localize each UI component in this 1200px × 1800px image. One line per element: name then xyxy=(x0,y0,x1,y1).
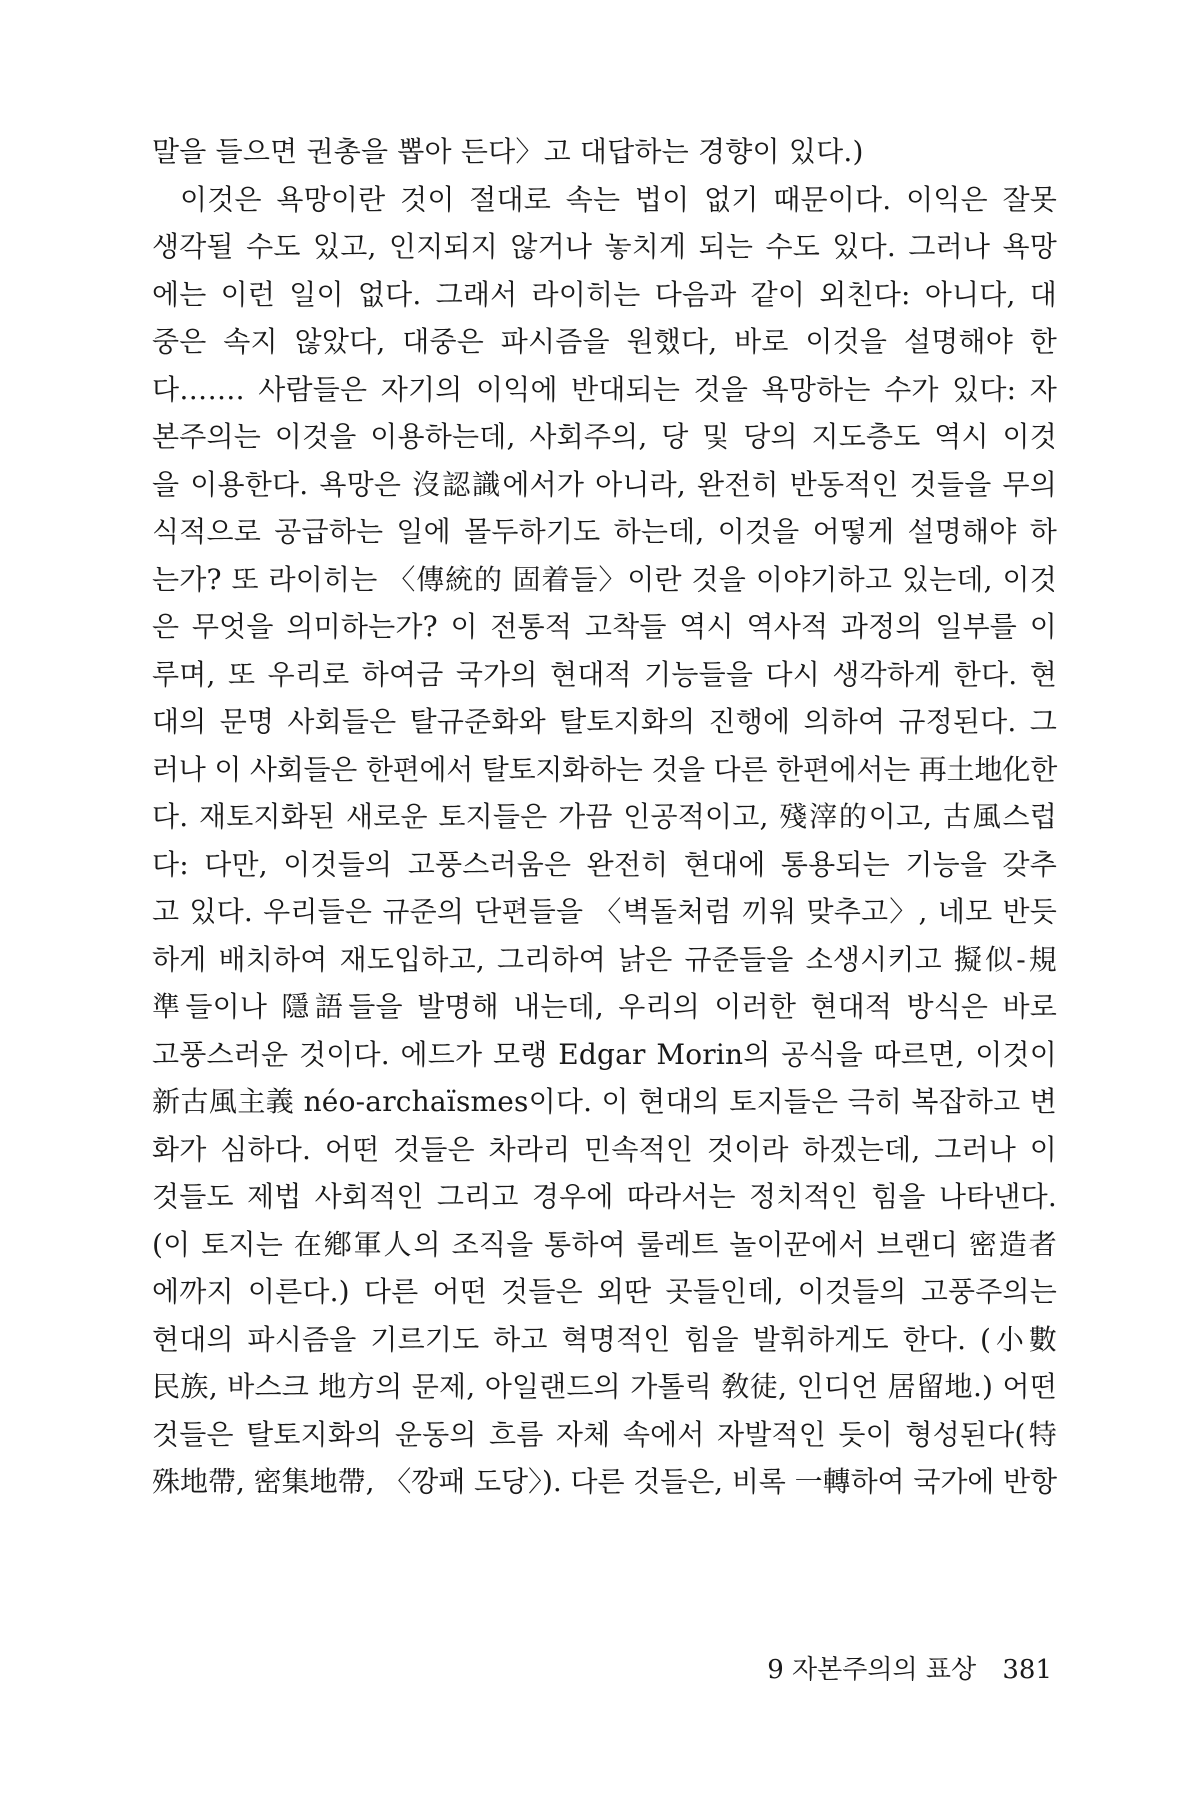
text-line: 대의 문명 사회들은 탈규준화와 탈토지화의 진행에 의하여 규정된다. 그 xyxy=(152,705,1057,738)
text-line: 하게 배치하여 재도입하고, 그리하여 낡은 규준들을 소생시키고 擬似-規 xyxy=(152,942,1057,976)
text-line: 루며, 또 우리로 하여금 국가의 현대적 기능들을 다시 생각하게 한다. 현 xyxy=(152,657,1057,691)
text-line: (이 토지는 在鄕軍人의 조직을 통하여 룰레트 놀이꾼에서 브랜디 密造者 xyxy=(152,1227,1057,1261)
text-line: 에는 이런 일이 없다. 그래서 라이히는 다음과 같이 외친다: 아니다, 대 xyxy=(152,277,1057,311)
page-footer xyxy=(767,1652,1052,1688)
body-text xyxy=(152,128,1057,1506)
text-line: 고풍스러운 것이다. 에드가 모랭 Edgar Morin의 공식을 따르면, 이것이 xyxy=(152,1037,1057,1071)
text-line: 準들이나 隱語들을 발명해 내는데, 우리의 이러한 현대적 방식은 바로 xyxy=(152,990,1057,1023)
text-line: 고 있다. 우리들은 규준의 단편들을 〈벽돌처럼 끼워 맞추고〉, 네모 반듯 xyxy=(152,895,1057,928)
text-line: 는가? 또 라이히는 〈傳統的 固着들〉이란 것을 이야기하고 있는데, 이것 xyxy=(152,562,1057,596)
text-line: 말을 들으면 권총을 뽑아 든다〉고 대답하는 경향이 있다.) xyxy=(152,135,864,168)
text-line: 현대의 파시즘을 기르기도 하고 혁명적인 힘을 발휘하게도 한다. (小數 xyxy=(152,1322,1057,1356)
text-line: 중은 속지 않았다, 대중은 파시즘을 원했다, 바로 이것을 설명해야 한 xyxy=(152,325,1057,358)
text-line: 民族, 바스크 地方의 문제, 아일랜드의 가톨릭 敎徒, 인디언 居留地.) 어떤 xyxy=(152,1370,1057,1403)
text-line: 것들도 제법 사회적인 그리고 경우에 따라서는 정치적인 힘을 나타낸다. xyxy=(152,1180,1057,1213)
text-line: 을 이용한다. 욕망은 沒認識에서가 아니라, 완전히 반동적인 것들을 무의 xyxy=(152,467,1057,501)
text-line: 식적으로 공급하는 일에 몰두하기도 하는데, 이것을 어떻게 설명해야 하 xyxy=(152,515,1057,548)
text-line: 殊地帶, 密集地帶, 〈깡패 도당〉). 다른 것들은, 비록 一轉하여 국가에 반항 xyxy=(152,1465,1057,1498)
page-number: 381 xyxy=(1002,1655,1052,1685)
text-line: 본주의는 이것을 이용하는데, 사회주의, 당 및 당의 지도층도 역시 이것 xyxy=(152,420,1057,453)
text-line: 이것은 욕망이란 것이 절대로 속는 법이 없기 때문이다. 이익은 잘못 xyxy=(180,182,1057,216)
text-line: 에까지 이른다.) 다른 어떤 것들은 외딴 곳들인데, 이것들의 고풍주의는 xyxy=(152,1275,1057,1308)
text-line: 다……. 사람들은 자기의 이익에 반대되는 것을 욕망하는 수가 있다: 자 xyxy=(152,372,1057,406)
running-head: 9 자본주의의 표상 xyxy=(767,1655,977,1685)
text-line: 러나 이 사회들은 한편에서 탈토지화하는 것을 다른 한편에서는 再土地化한 xyxy=(152,752,1057,786)
text-line: 다. 재토지화된 새로운 토지들은 가끔 인공적이고, 殘滓的이고, 古風스럽 xyxy=(152,800,1057,833)
text-line: 것들은 탈토지화의 운동의 흐름 자체 속에서 자발적인 듯이 형성된다(特 xyxy=(152,1417,1057,1451)
text-line: 다: 다만, 이것들의 고풍스러움은 완전히 현대에 통용되는 기능을 갖추 xyxy=(152,847,1057,881)
text-line: 新古風主義 néo-archaïsmes이다. 이 현대의 토지들은 극히 복잡하고 변 xyxy=(152,1085,1057,1118)
text-line: 은 무엇을 의미하는가? 이 전통적 고착들 역시 역사적 과정의 일부를 이 xyxy=(152,610,1057,643)
text-line: 생각될 수도 있고, 인지되지 않거나 놓치게 되는 수도 있다. 그러나 욕망 xyxy=(152,230,1057,263)
text-line: 화가 심하다. 어떤 것들은 차라리 민속적인 것이라 하겠는데, 그러나 이 xyxy=(152,1132,1057,1166)
